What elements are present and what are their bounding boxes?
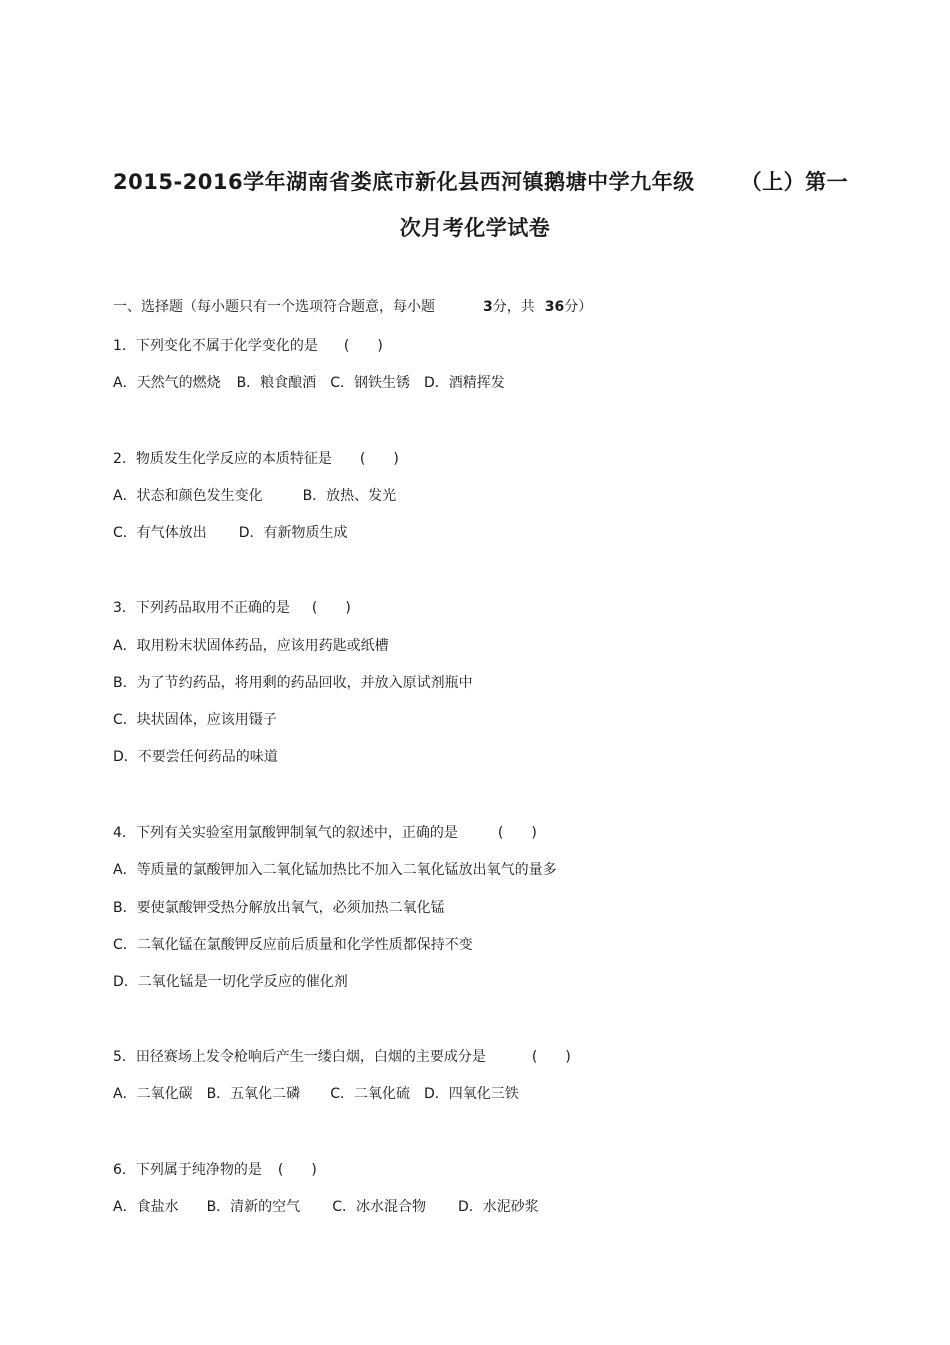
option-b: B．清新的空气 <box>206 1199 301 1215</box>
title-part-2: （上）第一 <box>740 170 849 194</box>
option-a: A．食盐水 <box>113 1199 179 1215</box>
option-b: B．粮食酿酒 <box>236 375 317 391</box>
section-text-c: 分） <box>564 299 593 315</box>
option-c: C．有气体放出 <box>113 525 207 541</box>
question-6-options <box>113 1197 539 1217</box>
answer-blank: ( ) <box>277 1162 317 1178</box>
option-c: C．钢铁生锈 <box>330 375 410 391</box>
question-6-stem <box>113 1160 317 1180</box>
answer-blank: ( ) <box>497 825 537 841</box>
question-3-option-a: A．取用粉末状固体药品，应该用药匙或纸槽 <box>113 638 389 654</box>
question-4-option-b: B．要使氯酸钾受热分解放出氧气，必须加热二氧化锰 <box>113 900 445 916</box>
option-a: A．二氧化碳 <box>113 1086 193 1102</box>
option-a: A．状态和颜色发生变化 <box>113 488 263 504</box>
question-3-option-d: D．不要尝任何药品的味道 <box>113 749 278 765</box>
question-3-option-c: C．块状固体，应该用镊子 <box>113 712 277 728</box>
question-5-options <box>113 1084 519 1104</box>
question-3-stem <box>113 598 351 618</box>
question-stem-text: 1．下列变化不属于化学变化的是 <box>113 338 318 354</box>
question-2-stem <box>113 449 399 469</box>
section-text-b: 分，共 <box>492 299 535 315</box>
section-text-a: 一、选择题（每小题只有一个选项符合题意，每小题 <box>113 299 435 315</box>
question-stem-text: 6．下列属于纯净物的是 <box>113 1162 262 1178</box>
question-2-options-ab <box>113 486 396 506</box>
option-d: D．酒精挥发 <box>423 375 505 391</box>
question-4-option-a: A．等质量的氯酸钾加入二氧化锰加热比不加入二氧化锰放出氧气的量多 <box>113 862 557 878</box>
question-1-options <box>113 373 505 393</box>
question-5-stem <box>113 1047 571 1067</box>
option-d: D．四氧化三铁 <box>423 1086 519 1102</box>
option-c: C．冰水混合物 <box>332 1199 426 1215</box>
question-stem-text: 5．田径赛场上发令枪响后产生一缕白烟，白烟的主要成分是 <box>113 1049 486 1065</box>
section-heading <box>113 297 592 317</box>
question-4-stem <box>113 823 537 843</box>
option-d: D．水泥砂浆 <box>457 1199 539 1215</box>
document-title-line-1 <box>113 166 848 196</box>
option-b: B．放热、发光 <box>302 488 397 504</box>
question-4-option-d: D．二氧化锰是一切化学反应的催化剂 <box>113 974 348 990</box>
question-2-options-cd <box>113 523 348 543</box>
question-stem-text: 2．物质发生化学反应的本质特征是 <box>113 451 332 467</box>
section-score: 3 <box>483 299 493 315</box>
question-1-stem <box>113 336 383 356</box>
answer-blank: ( ) <box>343 338 383 354</box>
answer-blank: ( ) <box>311 600 351 616</box>
option-d: D．有新物质生成 <box>238 525 348 541</box>
question-4-option-c: C．二氧化锰在氯酸钾反应前后质量和化学性质都保持不变 <box>113 937 473 953</box>
answer-blank: ( ) <box>531 1049 571 1065</box>
question-stem-text: 4．下列有关实验室用氯酸钾制氧气的叙述中，正确的是 <box>113 825 458 841</box>
title-part-1: 2015-2016学年湖南省娄底市新化县西河镇鹅塘中学九年级 <box>113 170 695 194</box>
section-total: 36 <box>544 299 565 315</box>
document-title-line-2: 次月考化学试卷 <box>399 216 551 240</box>
question-stem-text: 3．下列药品取用不正确的是 <box>113 600 290 616</box>
option-a: A．天然气的燃烧 <box>113 375 221 391</box>
option-b: B．五氧化二磷 <box>206 1086 301 1102</box>
answer-blank: ( ) <box>359 451 399 467</box>
question-3-option-b: B．为了节约药品，将用剩的药品回收，并放入原试剂瓶中 <box>113 675 473 691</box>
option-c: C．二氧化硫 <box>330 1086 410 1102</box>
